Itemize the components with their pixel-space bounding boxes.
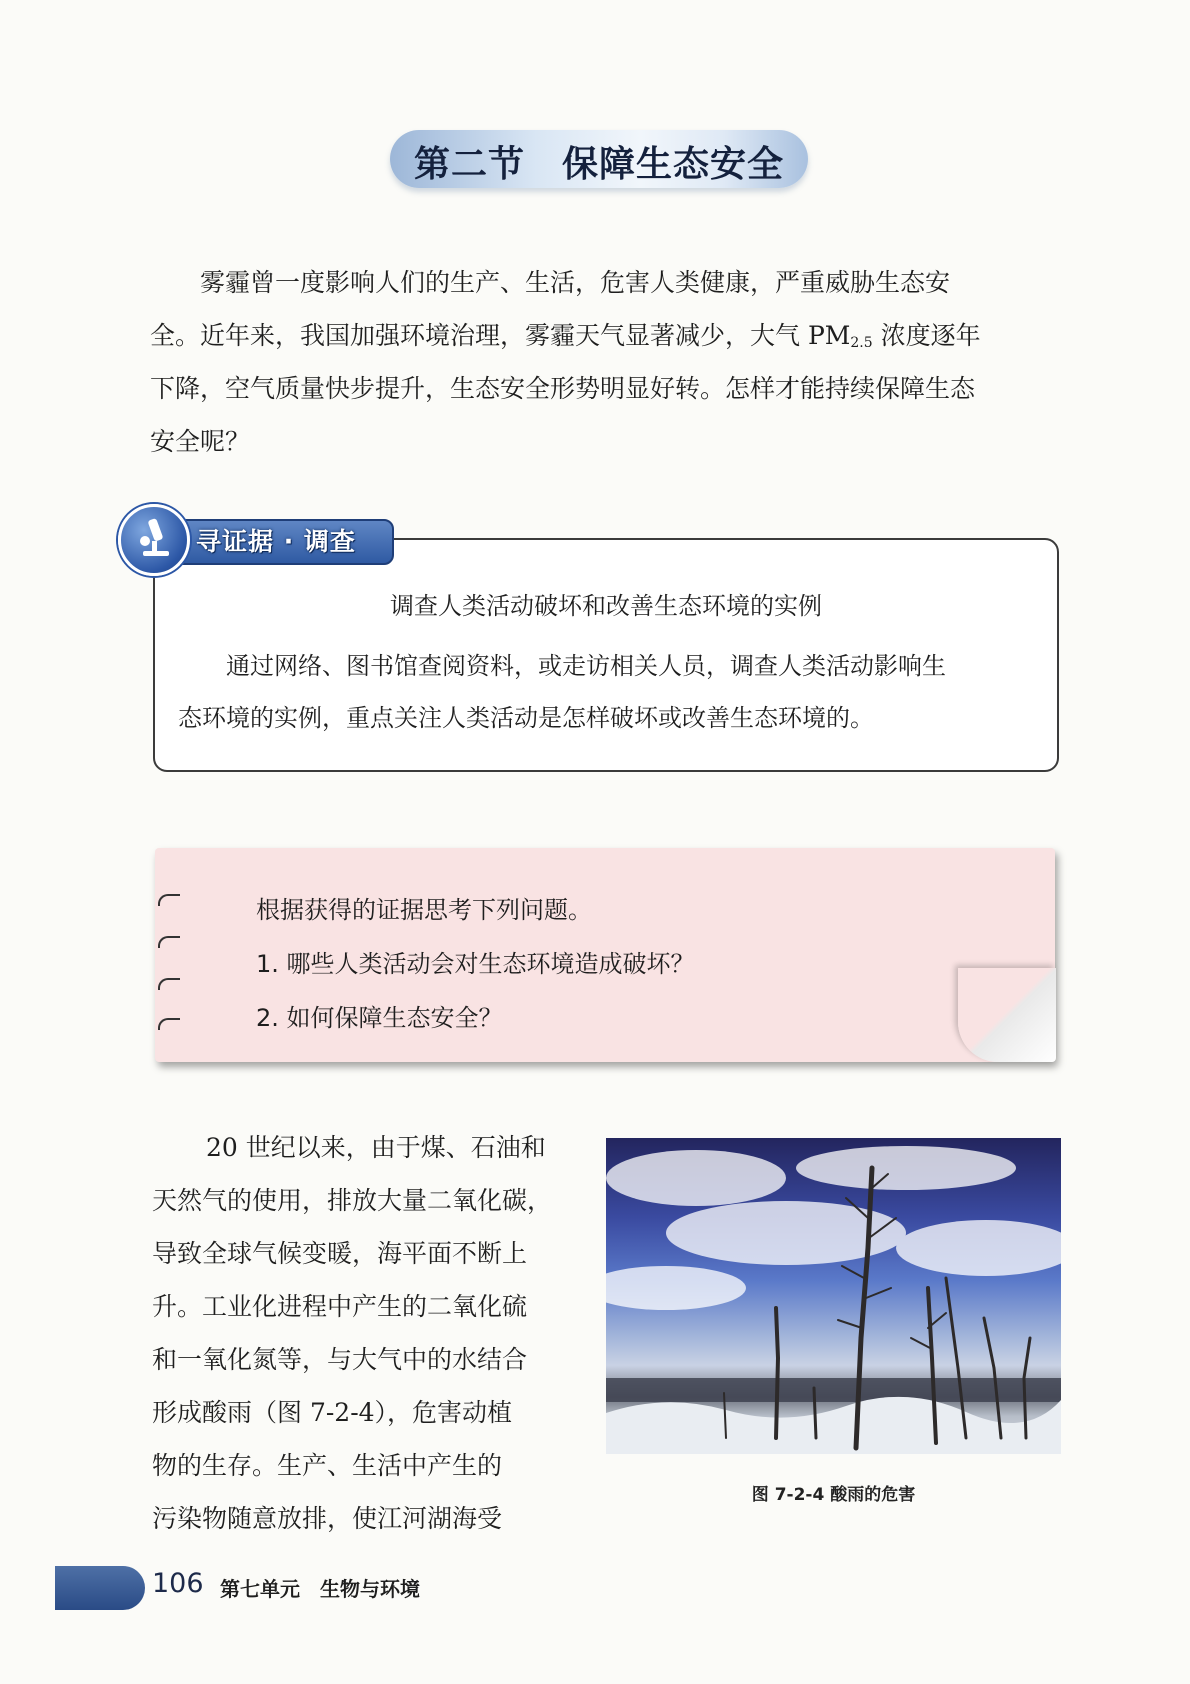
investigation-line: 态环境的实例，重点关注人类活动是怎样破坏或改善生态环境的。: [178, 704, 874, 732]
body-line: 20 世纪以来，由于煤、石油和: [206, 1133, 546, 1162]
figure-caption: 图 7-2-4 酸雨的危害: [751, 1485, 916, 1505]
body-line: 物的生存。生产、生活中产生的: [152, 1451, 503, 1480]
reflection-question: 1. 哪些人类活动会对生态环境造成破坏？: [256, 950, 695, 978]
binder-ring: [158, 894, 180, 906]
page-number: 106: [152, 1568, 204, 1599]
intro-line: 安全呢？: [150, 427, 251, 456]
body-line: 污染物随意放排，使江河湖海受: [152, 1504, 503, 1533]
reflection-text: [256, 883, 695, 1045]
reflection-question: 2. 如何保障生态安全？: [256, 1004, 503, 1032]
body-paragraph: [152, 1121, 562, 1545]
body-line: 导致全球气候变暖，海平面不断上: [152, 1239, 528, 1268]
microscope-icon: [118, 504, 190, 576]
binder-ring: [158, 1018, 180, 1030]
footer-tab: [55, 1566, 145, 1610]
body-line: 形成酸雨（图 7-2-4），危害动植: [152, 1398, 513, 1427]
investigation-line: 通过网络、图书馆查阅资料，或走访相关人员，调查人类活动影响生: [226, 652, 946, 680]
investigation-badge-label: 寻证据 · 调查: [196, 527, 356, 556]
body-line: 和一氧化氮等，与大气中的水结合: [152, 1345, 528, 1374]
section-title: 第二节 保障生态安全: [413, 143, 784, 185]
page-curl: [958, 968, 1056, 1062]
binder-ring: [158, 936, 180, 948]
intro-line: 全。近年来，我国加强环境治理，雾霾天气显著减少，大气 $PM_{2.5}$ 浓度逐年: [150, 321, 981, 351]
body-line: 天然气的使用，排放大量二氧化碳，: [152, 1186, 553, 1215]
investigation-heading: 调查人类活动破坏和改善生态环境的实例: [390, 592, 822, 620]
unit-label: 第七单元 生物与环境: [220, 1577, 420, 1601]
pm-subscript: 2.5: [850, 335, 873, 351]
intro-line: 下降，空气质量快步提升，生态安全形势明显好转。怎样才能持续保障生态: [150, 374, 976, 403]
binder-ring: [158, 978, 180, 990]
reflection-prompt: 根据获得的证据思考下列问题。: [256, 896, 592, 924]
acid-rain-photo: [606, 1138, 1061, 1454]
intro-paragraph: [150, 256, 1056, 468]
body-line: 升。工业化进程中产生的二氧化硫: [152, 1292, 528, 1321]
investigation-body: [178, 640, 1038, 744]
intro-line: 雾霾曾一度影响人们的生产、生活，危害人类健康，严重威胁生态安: [200, 268, 951, 297]
